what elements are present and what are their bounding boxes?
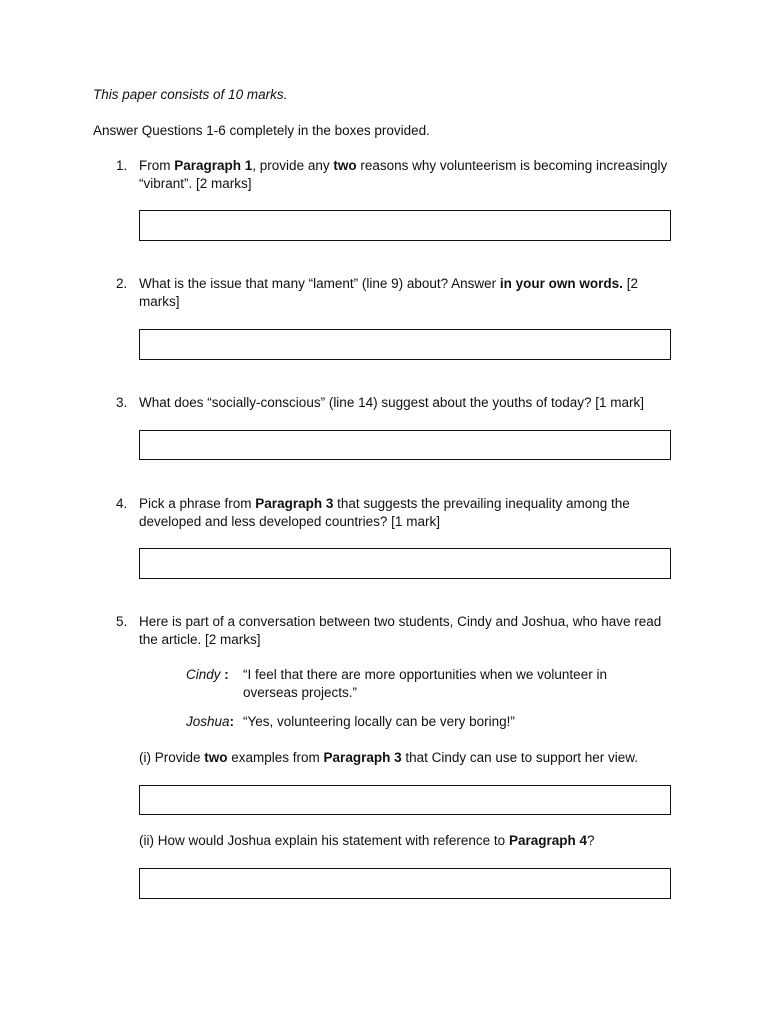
marks-note: This paper consists of 10 marks. [93,87,288,102]
speaker-name-cindy: Cindy [186,667,221,682]
speaker-colon: : [229,714,235,729]
question-3-text [139,394,699,412]
text-run: Pick a phrase from [139,496,256,511]
speech-joshua: “Yes, volunteering locally can be very boring!” [243,714,515,729]
answer-box-5-ii[interactable] [139,868,671,899]
question-1-text [139,157,679,193]
text-run: What is the issue that many “lament” (line 9) about? Answer [139,276,500,291]
bold-text-run: Paragraph 3 [323,750,402,765]
text-run: examples from [227,750,324,765]
text-run: ? [586,833,595,848]
text-run: that suggests the prevailing inequality among the developed and less developed countries? [1 mark] [139,496,630,529]
text-run: [2 marks] [139,276,638,309]
subquestion-5-ii-text [139,832,699,850]
text-run: (i) Provide [139,750,205,765]
question-number-5: 5. [116,614,128,629]
answer-box-2[interactable] [139,329,671,360]
bold-text-run: two [333,158,357,173]
question-number-4: 4. [116,496,128,511]
text-run: , provide any [252,158,334,173]
speaker-name-joshua: Joshua [186,714,230,729]
speaker-colon: : [220,667,229,682]
question-number-3: 3. [116,395,128,410]
text-run: Here is part of a conversation between two students, Cindy and Joshua, who have read the article. [2 marks] [139,614,662,647]
conversation-line-joshua [186,713,242,731]
text-run: From [139,158,175,173]
question-number-2: 2. [116,276,128,291]
conversation-line-cindy [186,666,242,684]
bold-text-run: two [204,750,228,765]
answer-box-4[interactable] [139,548,671,579]
text-run: reasons why volunteerism is becoming increasingly “vibrant”. [2 marks] [139,158,668,191]
bold-text-run: in your own words. [499,276,623,291]
subquestion-5-i-text [139,749,699,767]
bold-text-run: Paragraph 4 [508,833,587,848]
question-2-text [139,275,679,311]
text-run: that Cindy can use to support her view. [401,750,638,765]
instruction-text: Answer Questions 1-6 completely in the boxes provided. [93,123,430,138]
bold-text-run: Paragraph 3 [255,496,334,511]
speech-cindy: “I feel that there are more opportunities when we volunteer in overseas projects.” [243,667,607,700]
answer-box-1[interactable] [139,210,671,241]
answer-box-3[interactable] [139,430,671,460]
question-5-text [139,613,679,649]
question-4-text [139,495,679,531]
question-number-1: 1. [116,158,128,173]
answer-box-5-i[interactable] [139,785,671,815]
bold-text-run: Paragraph 1 [174,158,253,173]
text-run: (ii) How would Joshua explain his statement with reference to [139,833,509,848]
text-run: What does “socially-conscious” (line 14) suggest about the youths of today? [1 mark] [139,395,645,410]
